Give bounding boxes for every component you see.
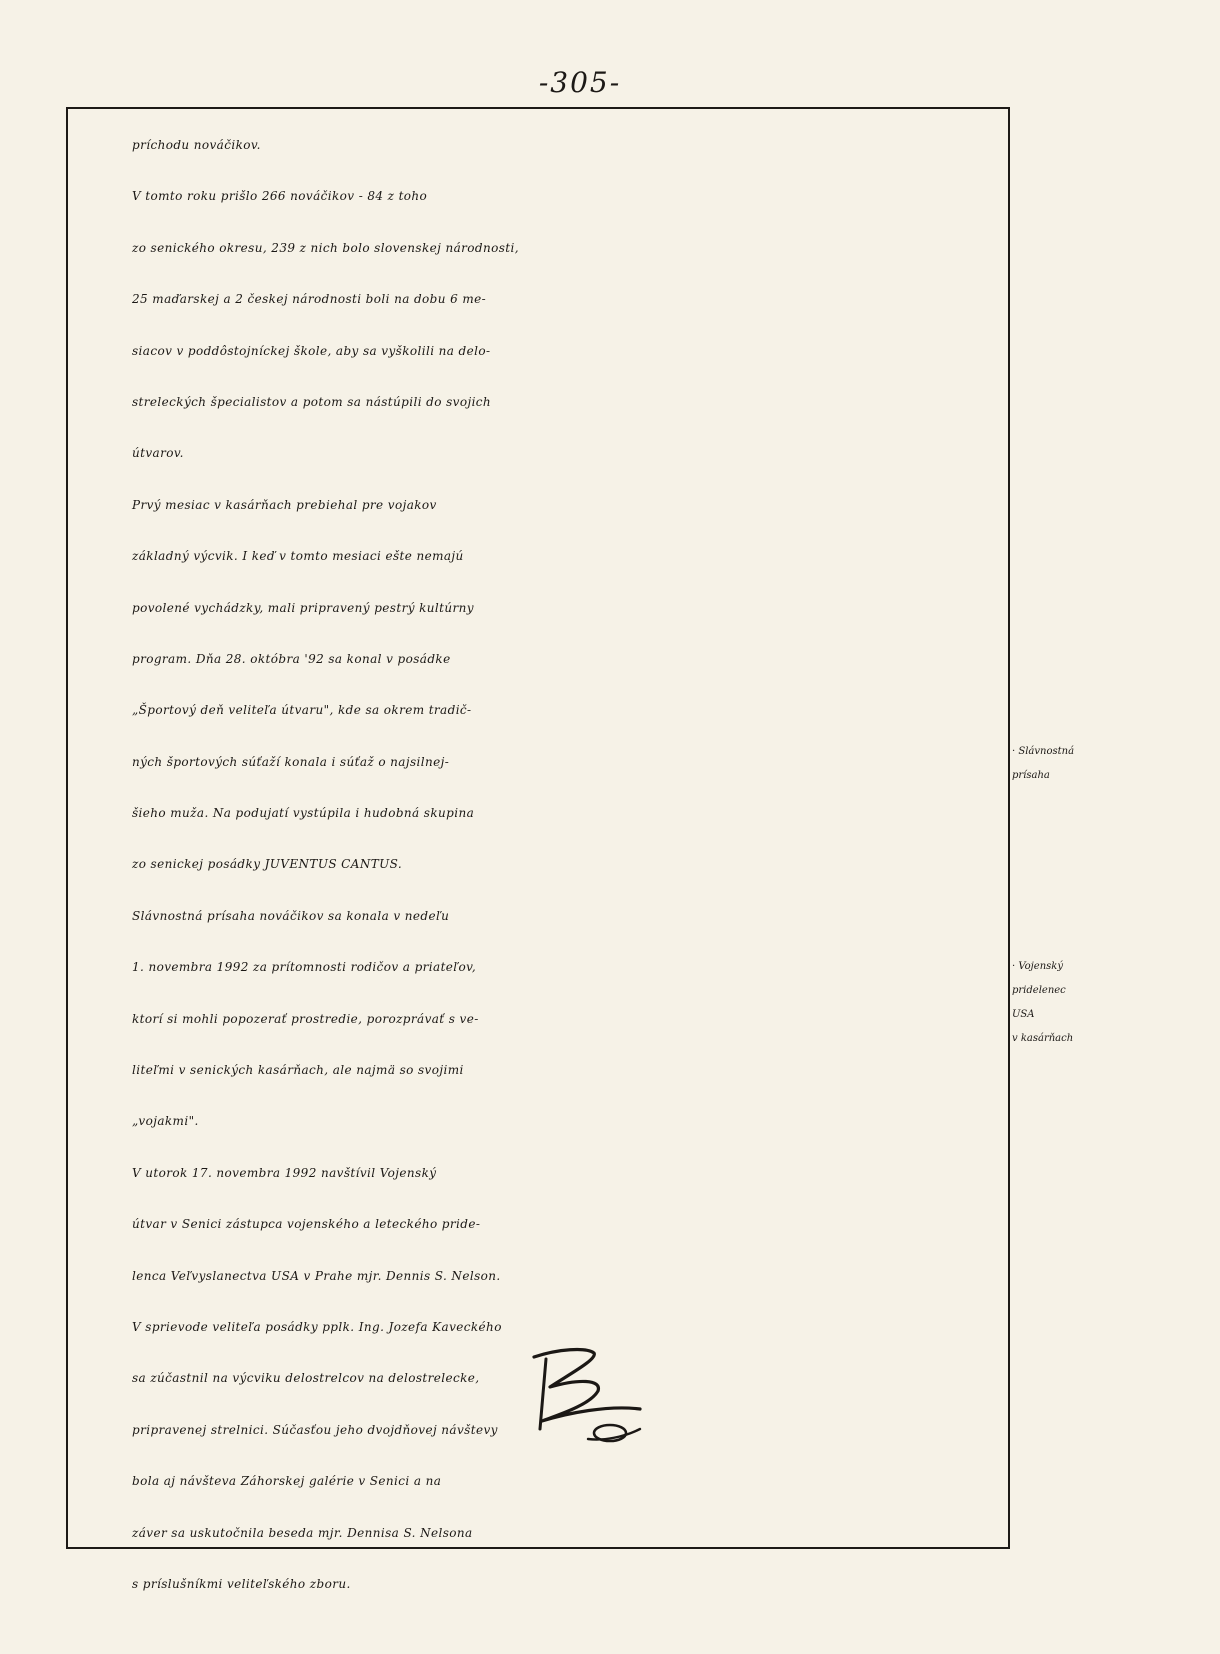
- margin-note-line: USA: [1012, 1009, 1035, 1020]
- entry-line: V utorok 17. novembra 1992 navštívil Vojenský: [132, 1165, 437, 1180]
- margin-notes: [1012, 0, 1217, 1654]
- entry-line: útvarov.: [132, 446, 184, 461]
- entry-line: 25 maďarskej a 2 českej národnosti boli na dobu 6 me-: [132, 292, 487, 307]
- entry-line: Prvý mesiac v kasárňach prebiehal pre vojakov: [132, 497, 437, 512]
- entry-line: V sprievode veliteľa posádky pplk. Ing. Jozefa Kaveckého: [132, 1319, 502, 1334]
- entry-line: siacov v poddôstojníckej škole, aby sa vyškolili na delo-: [132, 343, 491, 358]
- margin-note-line: v kasárňach: [1012, 1033, 1074, 1044]
- margin-note-line: pridelenec: [1012, 985, 1066, 996]
- entry-line: šieho muža. Na podujatí vystúpila i hudobná skupina: [132, 806, 475, 821]
- entry-line: lenca Veľvyslanectva USA v Prahe mjr. Dennis S. Nelson.: [132, 1268, 501, 1283]
- entry-line: „Športový deň veliteľa útvaru", kde sa okrem tradič-: [132, 703, 472, 718]
- entry-line: základný výcvik. I keď v tomto mesiaci ešte nemajú: [132, 549, 464, 564]
- entry-line: zo senického okresu, 239 z nich bolo slovenskej národnosti,: [132, 240, 519, 255]
- margin-note-line: · Slávnostná: [1012, 746, 1075, 757]
- entry-line: záver sa uskutočnila beseda mjr. Dennisa S. Nelsona: [132, 1525, 473, 1540]
- margin-note: [1012, 740, 1217, 788]
- entry-line: povolené vychádzky, mali pripravený pestrý kultúrny: [132, 600, 474, 615]
- margin-note-line: prísaha: [1012, 770, 1050, 781]
- entry-line: pripravenej strelnici. Súčasťou jeho dvojdňovej návštevy: [132, 1422, 498, 1437]
- margin-note-line: · Vojenský: [1012, 961, 1063, 972]
- entry-line: „vojakmi".: [132, 1114, 199, 1129]
- page-number: -305-: [538, 66, 622, 99]
- margin-note: [1012, 955, 1217, 1051]
- entry-line: príchodu nováčikov.: [132, 138, 261, 152]
- entry-line: 1. novembra 1992 za prítomnosti rodičov a priateľov,: [132, 960, 477, 975]
- entry-line: sa zúčastnil na výcviku delostrelcov na delostrelecke,: [132, 1371, 480, 1386]
- entry-line: ných športových súťaží konala i súťaž o najsilnej-: [132, 754, 450, 769]
- entry-line: bola aj návšteva Záhorskej galérie v Senici a na: [132, 1474, 442, 1489]
- entry-line: útvar v Senici zástupca vojenského a leteckého pride-: [132, 1217, 481, 1232]
- entry-line: liteľmi v senických kasárňach, ale najmä so svojimi: [132, 1063, 464, 1078]
- entry-line: Slávnostná prísaha nováčikov sa konala v nedeľu: [132, 908, 450, 923]
- entry-line: zo senickej posádky JUVENTUS CANTUS.: [132, 857, 403, 872]
- entry-line: streleckých špecialistov a potom sa nástúpili do svojich: [132, 394, 492, 409]
- entry-line: V tomto roku prišlo 266 nováčikov - 84 z toho: [132, 189, 428, 204]
- entry-line: ktorí si mohli popozerať prostredie, porozprávať s ve-: [132, 1011, 479, 1026]
- handwritten-signature: [528, 1345, 648, 1450]
- entry-line: program. Dňa 28. októbra '92 sa konal v posádke: [132, 651, 451, 666]
- entry-line: s príslušníkmi veliteľského zboru.: [132, 1576, 351, 1591]
